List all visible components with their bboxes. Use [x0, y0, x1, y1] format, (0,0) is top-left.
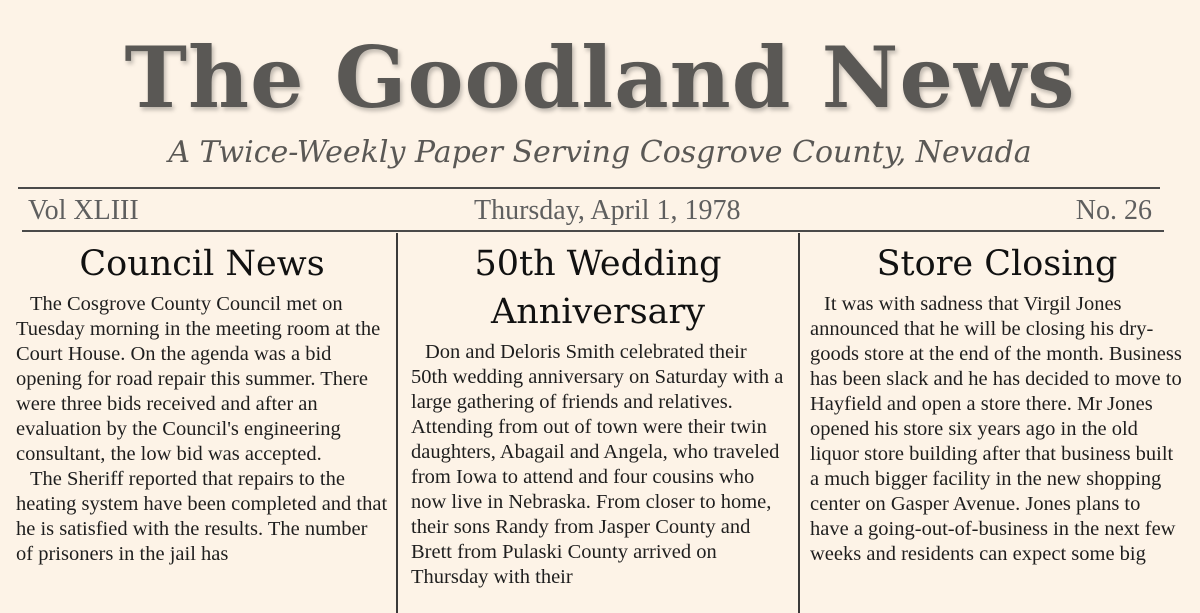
dateline-bottom-rule	[22, 230, 1164, 232]
article-paragraph: The Sheriff reported that repairs to the heating system have been completed and that he is satisfied with the results. The number of prisoners in the jail has	[16, 468, 388, 565]
article-headline: Store Closing	[876, 244, 1118, 284]
article-paragraph: The Cosgrove County Council met on Tuesday morning in the meeting room at the Court House. On the agenda was a bid opening for road repair this summer. There were three bids received and after an evaluation by the Council's engineering consultant, the low bid was accepted.	[16, 293, 381, 465]
volume-label: Vol XLIII	[28, 195, 139, 226]
article-headline: 50th Wedding Anniversary	[474, 244, 722, 332]
newspaper-tagline: A Twice-Weekly Paper Serving Cosgrove County, Nevada	[168, 135, 1032, 170]
article-paragraph: Don and Deloris Smith celebrated their 50th wedding anniversary on Saturday with a large gathering of friends and relatives. Attending from out of town were their twin daughters, Abagail and Angela, who traveled from Iowa to attend and four cousins who now live in Nebraska. From closer to home, their sons Randy from Jasper County and Brett from Pulaski County arrived on Thursday with their	[411, 341, 784, 588]
article-paragraph: It was with sadness that Virgil Jones announced that he will be closing his dry-goods store at the end of the month. Business has been slack and he has decided to move to Hayfield and open a store there. Mr Jones opened his store six years ago in the old liquor store building after that business built a much bigger facility in the new shopping center on Gasper Avenue. Jones plans to have a going-out-of-business in the next few weeks and residents can expect some big	[810, 293, 1182, 565]
issue-number: No. 26	[1075, 195, 1152, 226]
article-headline: Council News	[79, 244, 325, 284]
masthead	[0, 28, 1200, 178]
article-council-news	[16, 240, 388, 610]
column-divider	[798, 233, 800, 613]
article-store-closing	[810, 240, 1184, 610]
article-wedding-anniversary	[411, 240, 785, 610]
newspaper-title: The Goodland News	[124, 28, 1076, 127]
dateline-top-rule	[18, 187, 1160, 189]
column-divider	[396, 233, 398, 613]
issue-date: Thursday, April 1, 1978	[473, 195, 741, 226]
dateline	[28, 193, 1152, 229]
